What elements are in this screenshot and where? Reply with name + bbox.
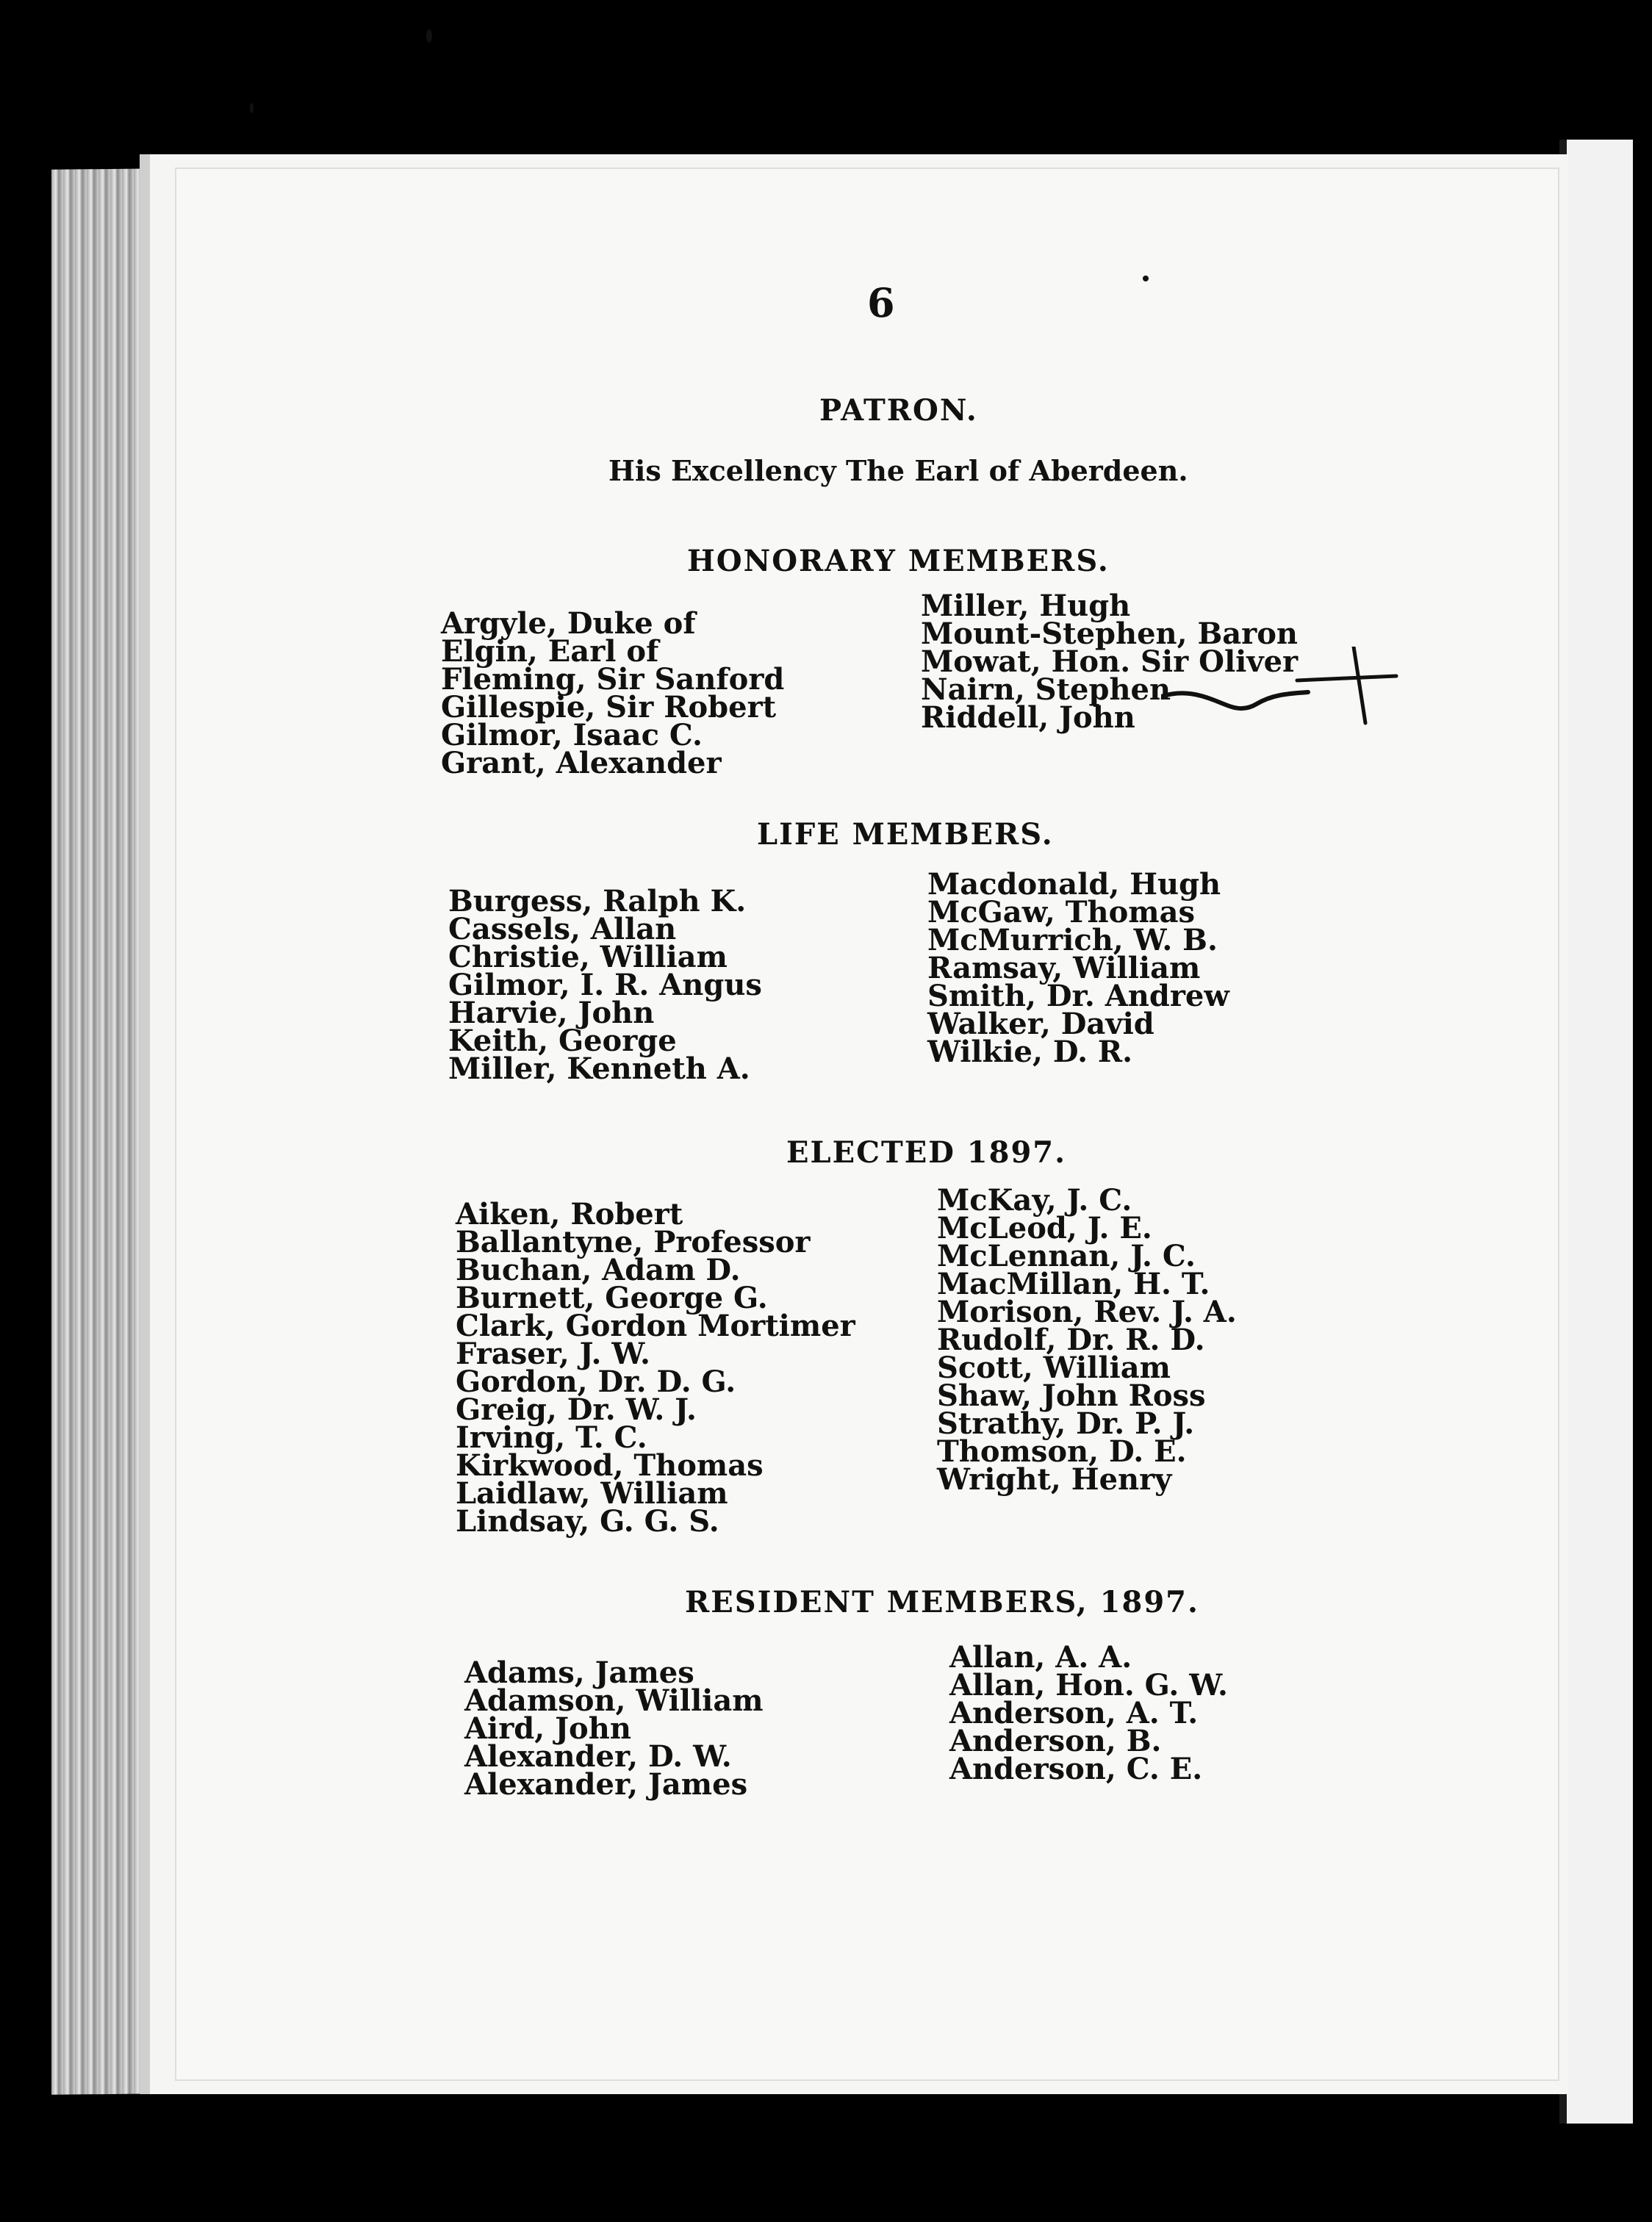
member-name: Shaw, John Ross bbox=[937, 1378, 1206, 1413]
elected-1897-heading: ELECTED 1897. bbox=[786, 1135, 1067, 1170]
member-name: Allan, A. A. bbox=[949, 1640, 1132, 1675]
member-name: McKay, J. C. bbox=[937, 1183, 1132, 1218]
member-name: Aiken, Robert bbox=[456, 1197, 683, 1232]
patron-heading: PATRON. bbox=[819, 393, 978, 428]
member-name: Adams, James bbox=[464, 1655, 694, 1690]
member-name: MacMillan, H. T. bbox=[937, 1267, 1210, 1301]
member-name: Walker, David bbox=[927, 1007, 1154, 1041]
member-name: Argyle, Duke of bbox=[441, 606, 696, 641]
honorary-members-heading: HONORARY MEMBERS. bbox=[687, 544, 1110, 578]
member-name: Smith, Dr. Andrew bbox=[927, 979, 1229, 1013]
member-name: Anderson, B. bbox=[949, 1724, 1162, 1758]
member-name: Grant, Alexander bbox=[441, 746, 722, 780]
member-name: Alexander, D. W. bbox=[464, 1739, 732, 1774]
member-name: McLeod, J. E. bbox=[937, 1211, 1152, 1245]
member-name: Adamson, William bbox=[464, 1683, 764, 1718]
member-name: Wright, Henry bbox=[937, 1462, 1172, 1497]
member-name: Gordon, Dr. D. G. bbox=[456, 1365, 736, 1399]
member-name: Cassels, Allan bbox=[448, 912, 677, 946]
member-name: Nairn, Stephen bbox=[921, 672, 1171, 707]
member-name: Keith, George bbox=[448, 1024, 677, 1058]
member-name: Christie, William bbox=[448, 940, 728, 974]
member-name: Harvie, John bbox=[448, 996, 655, 1030]
member-name: Morison, Rev. J. A. bbox=[937, 1295, 1237, 1329]
member-name: Rudolf, Dr. R. D. bbox=[937, 1323, 1205, 1357]
member-name: Thomson, D. E. bbox=[937, 1434, 1187, 1469]
patron-name: His Excellency The Earl of Aberdeen. bbox=[608, 454, 1188, 487]
film-speck bbox=[250, 103, 254, 113]
member-name: Irving, T. C. bbox=[456, 1420, 647, 1455]
member-name: Buchan, Adam D. bbox=[456, 1253, 741, 1287]
member-name: Anderson, A. T. bbox=[949, 1696, 1199, 1730]
member-name: Alexander, James bbox=[464, 1767, 748, 1802]
member-name: Ramsay, William bbox=[927, 951, 1201, 985]
member-name: McMurrich, W. B. bbox=[927, 923, 1218, 957]
member-name: Mowat, Hon. Sir Oliver bbox=[921, 644, 1299, 679]
member-name: Scott, William bbox=[937, 1351, 1171, 1385]
member-name: Clark, Gordon Mortimer bbox=[456, 1309, 855, 1343]
handwritten-cross-mark-icon bbox=[1161, 647, 1411, 735]
member-name: Laidlaw, William bbox=[456, 1476, 728, 1511]
member-name: Fraser, J. W. bbox=[456, 1337, 650, 1371]
member-name: Aird, John bbox=[464, 1711, 631, 1746]
member-name: Gillespie, Sir Robert bbox=[441, 690, 777, 725]
book-page bbox=[140, 154, 1568, 2094]
elected-1897-right-list bbox=[937, 1183, 1237, 1497]
resident-members-right-list bbox=[949, 1640, 1228, 1786]
member-name: Gilmor, Isaac C. bbox=[441, 718, 703, 752]
member-name: McGaw, Thomas bbox=[927, 895, 1196, 930]
member-name: Mount-Stephen, Baron bbox=[921, 616, 1299, 651]
film-speck bbox=[426, 29, 432, 43]
life-members-right-list bbox=[927, 867, 1229, 1069]
life-members-heading: LIFE MEMBERS. bbox=[757, 817, 1054, 852]
elected-1897-left-list bbox=[456, 1197, 855, 1539]
member-name: Gilmor, I. R. Angus bbox=[448, 968, 762, 1002]
member-name: Riddell, John bbox=[921, 700, 1135, 735]
life-members-left-list bbox=[448, 884, 762, 1086]
member-name: Ballantyne, Professor bbox=[456, 1225, 811, 1259]
page-number: 6 bbox=[867, 279, 895, 326]
member-name: Allan, Hon. G. W. bbox=[949, 1668, 1228, 1703]
honorary-members-left-list bbox=[441, 606, 785, 780]
member-name: Strathy, Dr. P. J. bbox=[937, 1406, 1195, 1441]
member-name: Wilkie, D. R. bbox=[927, 1035, 1133, 1069]
member-name: Greig, Dr. W. J. bbox=[456, 1392, 697, 1427]
member-name: Anderson, C. E. bbox=[949, 1752, 1203, 1786]
member-name: McLennan, J. C. bbox=[937, 1239, 1196, 1273]
member-name: Lindsay, G. G. S. bbox=[456, 1504, 719, 1539]
member-name: Miller, Hugh bbox=[921, 589, 1131, 623]
facing-page-edge bbox=[1559, 140, 1633, 2124]
member-name: Macdonald, Hugh bbox=[927, 867, 1221, 902]
resident-members-left-list bbox=[464, 1655, 764, 1802]
member-name: Fleming, Sir Sanford bbox=[441, 662, 785, 697]
resident-members-heading: RESIDENT MEMBERS, 1897. bbox=[685, 1585, 1199, 1619]
member-name: Burgess, Ralph K. bbox=[448, 884, 747, 918]
member-name: Miller, Kenneth A. bbox=[448, 1051, 750, 1086]
member-name: Elgin, Earl of bbox=[441, 634, 659, 669]
film-speck bbox=[1143, 276, 1149, 281]
member-name: Kirkwood, Thomas bbox=[456, 1448, 764, 1483]
member-name: Burnett, George G. bbox=[456, 1281, 768, 1315]
